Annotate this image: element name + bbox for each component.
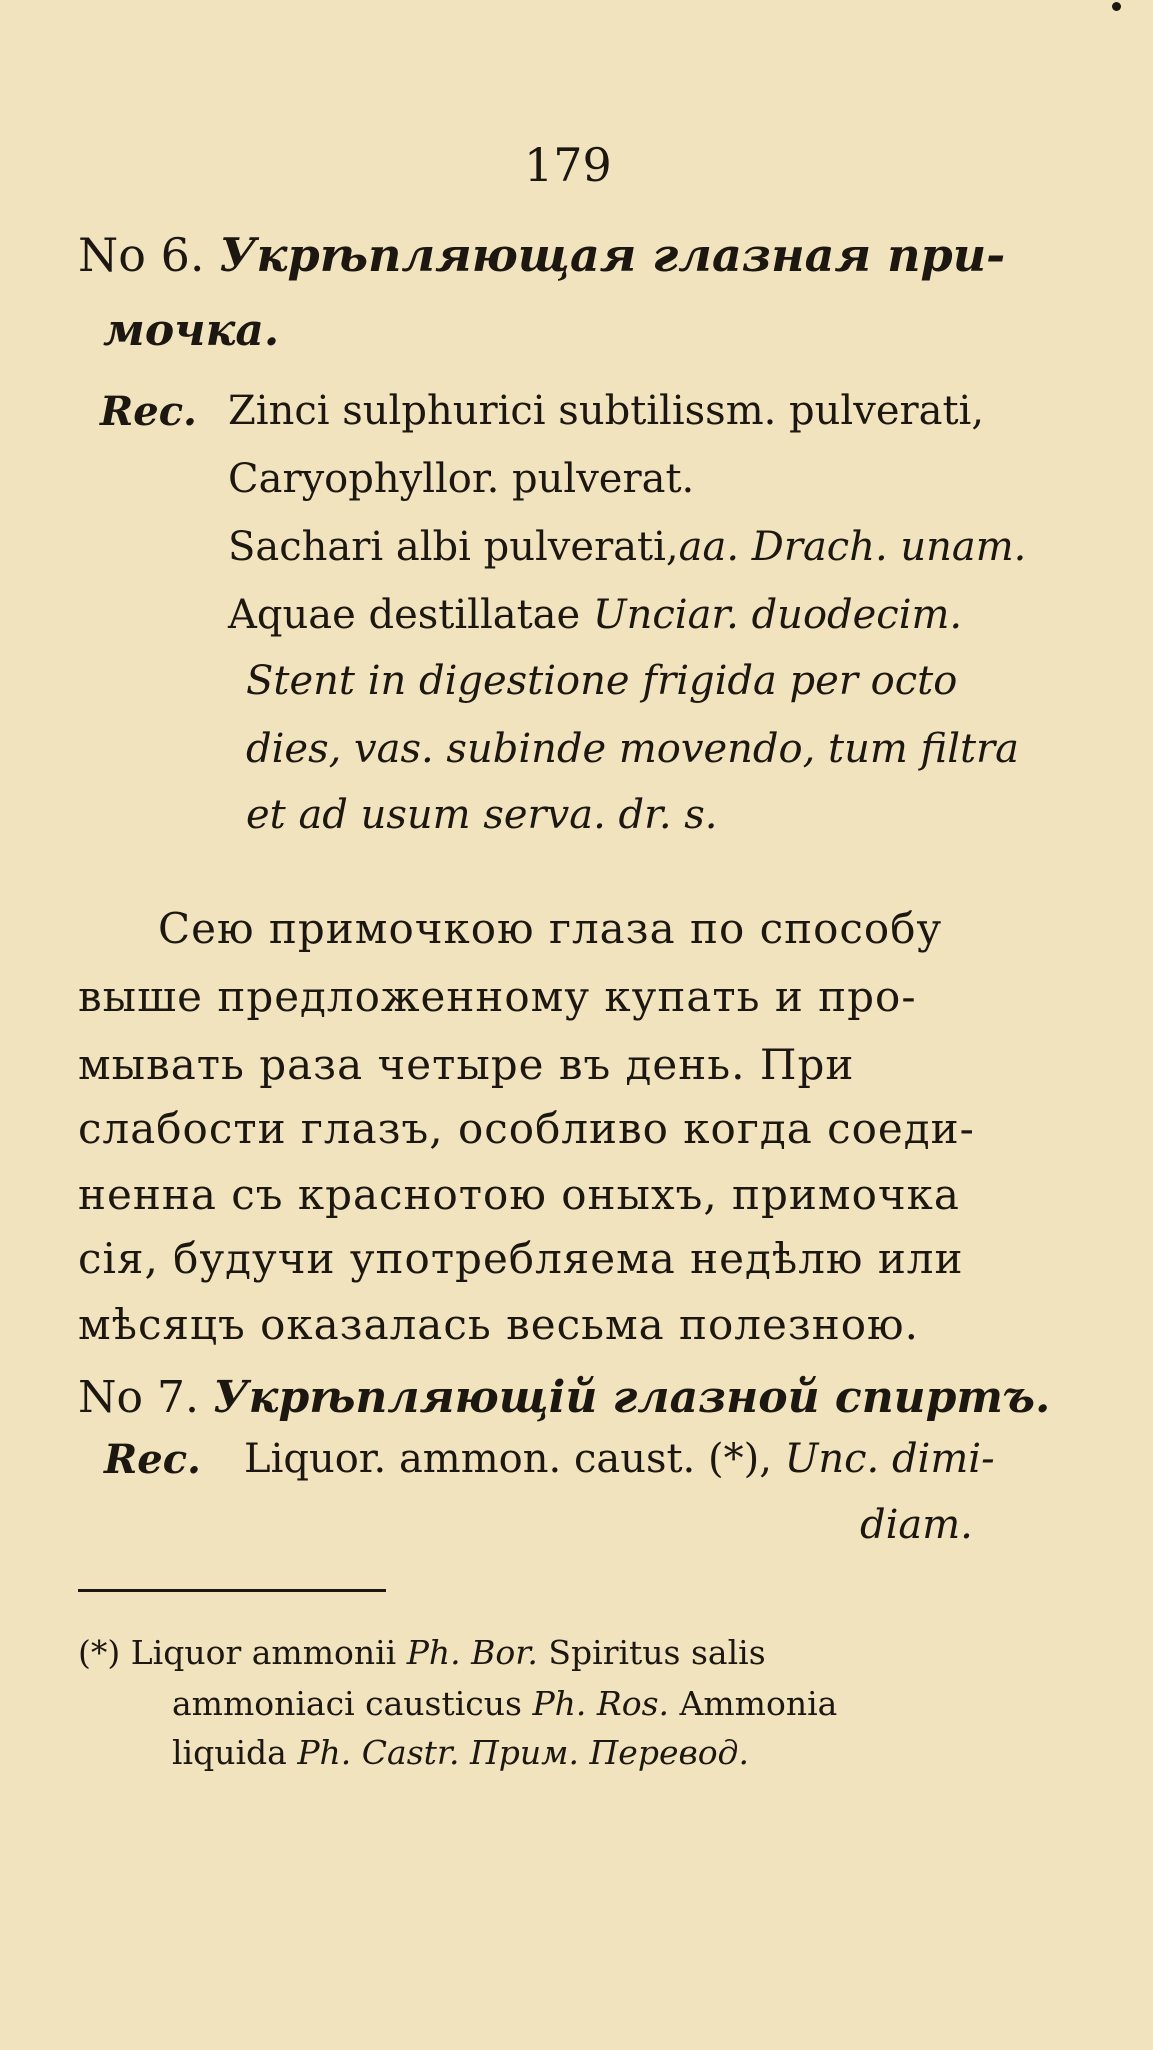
footnote-line2-b: Ph. Ros. [532,1684,670,1723]
paragraph-line1: Сею примочкою глаза по способу [158,904,943,953]
recipe-7-rec: Rec. [104,1436,201,1483]
footnote-line3-a: liquida [172,1733,287,1772]
recipe-6-line3-text: Sachari albi pulverati, [228,524,679,570]
recipe-6-line4 [228,592,962,638]
recipe-6-line3-dose: aa. Drach. unam. [678,524,1027,570]
footnote-line2-c: Ammonia [679,1684,838,1723]
recipe-6-line1: Zinci sulphurici subtilissm. pulverati, [228,388,985,434]
footnote-line1-a: Liquor ammonii [130,1633,397,1672]
recipe-6-line3 [228,524,1026,570]
section-6-title-line1: Укрѣпляющая глазная при- [219,228,1006,282]
recipe-6-line5: Stent in digestione frigida per octo [246,658,958,704]
section-6-heading [78,228,1005,282]
footnote-line1-c: Spiritus salis [548,1633,766,1672]
recipe-6-rec: Rec. [100,388,197,435]
section-6-number: No 6. [78,228,205,282]
paragraph-line3: мывать раза четыре въ день. При [78,1040,855,1089]
recipe-6-line6: dies, vas. subinde movendo, tum filtra [246,726,1020,772]
paragraph-line6: сія, будучи употребляема недѣлю или [78,1234,964,1283]
recipe-7-line1-text: Liquor. ammon. caust. (*), [244,1436,772,1482]
footnote-line3-b: Ph. Castr. Прим. Перевод. [297,1733,749,1772]
recipe-7-line1 [244,1436,995,1482]
paragraph-line4: слабости глазъ, особливо когда соеди- [78,1104,975,1153]
recipe-6-line4-text: Aquae destillatae [228,592,581,638]
paragraph-line5: ненна съ краснотою оныхъ, примочка [78,1170,960,1219]
paragraph-line7: мѣсяцъ оказалась весьма полезною. [78,1300,919,1349]
footnote-line2-a: ammoniaci causticus [172,1684,522,1723]
footnote-line2 [172,1684,837,1723]
recipe-6-line7: et ad usum serva. dr. s. [246,792,718,838]
section-6-title-line2: мочка. [103,305,280,356]
recipe-6-line4-dose: Unciar. duodecim. [592,592,963,638]
footnote-line3 [172,1733,749,1772]
section-7-number: No 7. [78,1372,199,1423]
footnote-line1 [78,1633,766,1672]
ink-speck [1112,2,1121,11]
section-7-title: Укрѣпляющій глазной спиртъ. [212,1372,1051,1423]
section-7-heading [78,1372,1050,1423]
recipe-6-line2: Caryophyllor. pulverat. [228,456,695,502]
paragraph-line2: выше предложенному купать и про- [78,972,917,1021]
footnote-line1-b: Ph. Bor. [406,1633,538,1672]
footnote-rule [78,1589,386,1592]
recipe-7-line2: diam. [860,1502,973,1548]
page-number: 179 [524,138,612,192]
footnote-mark: (*) [78,1633,121,1672]
recipe-7-line1-dose: Unc. dimi- [784,1436,995,1482]
